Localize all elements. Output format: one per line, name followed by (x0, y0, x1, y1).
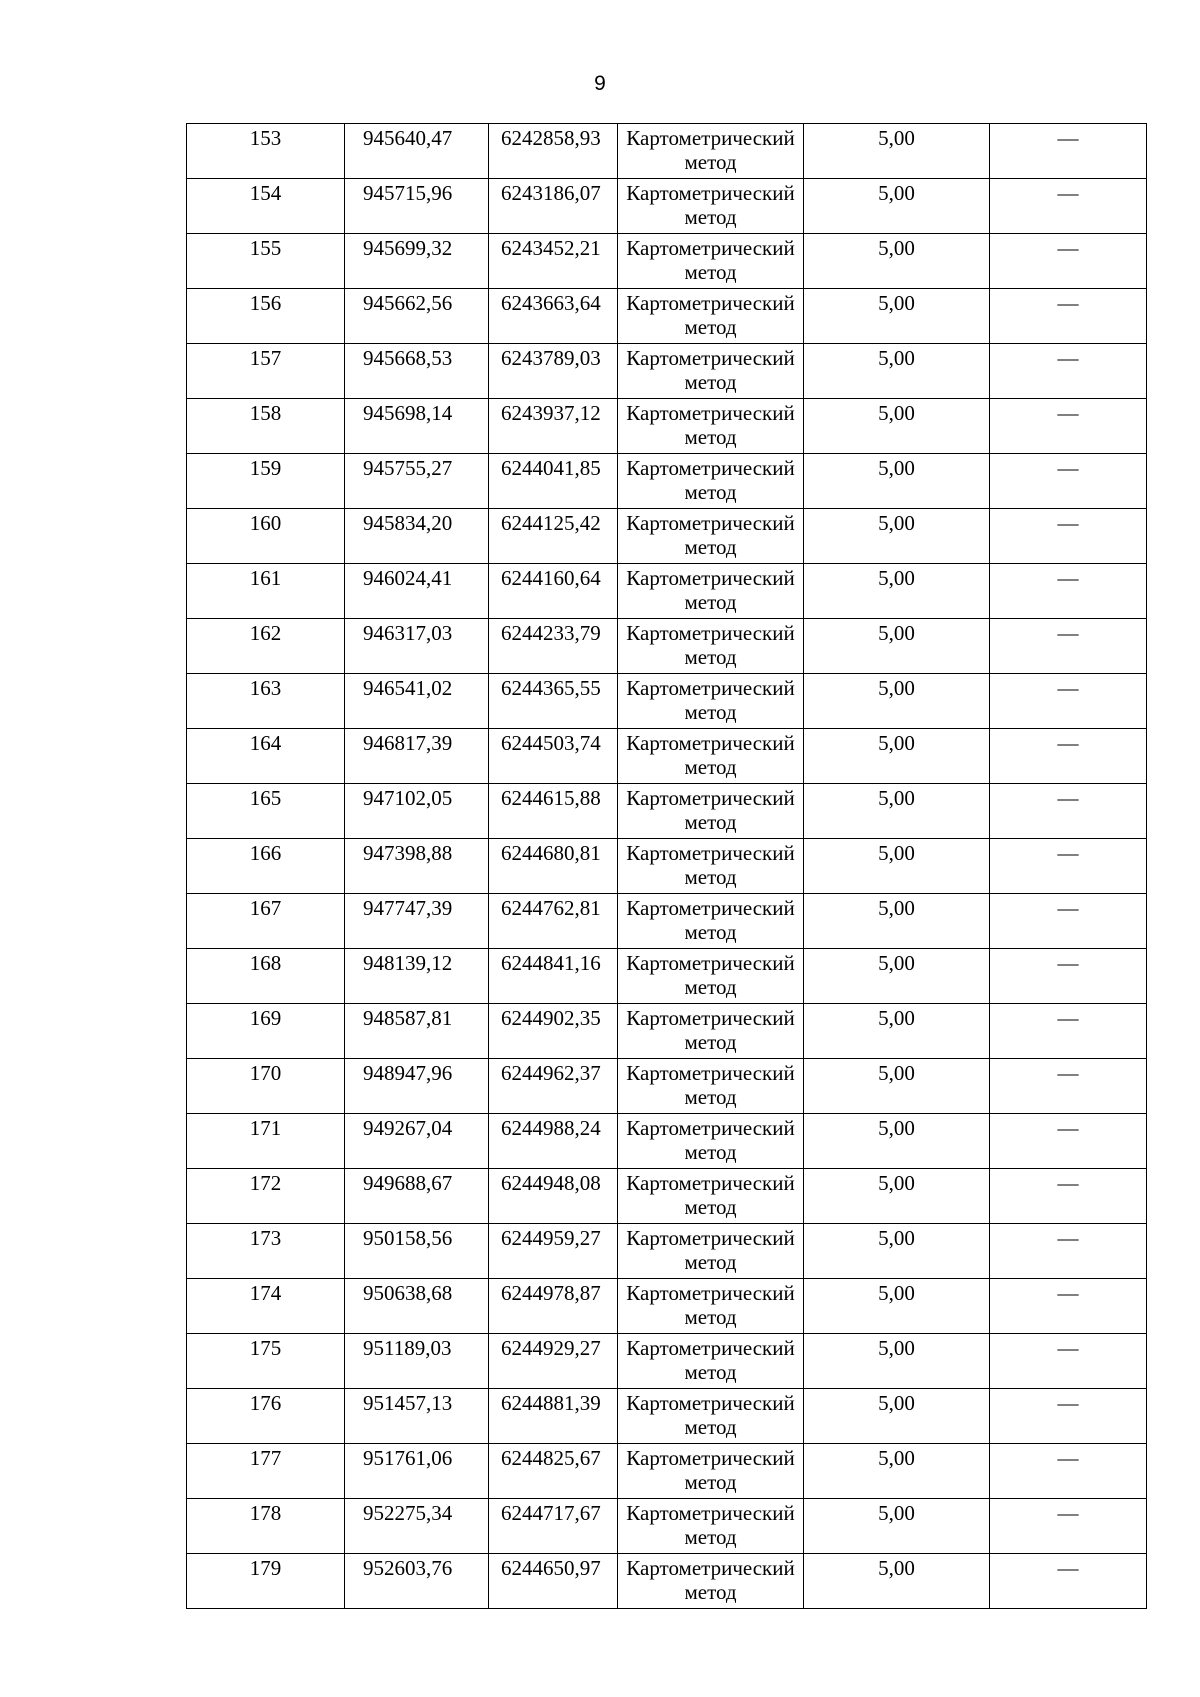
method-cell (618, 949, 804, 1004)
accuracy-cell: 5,00 (804, 1279, 990, 1334)
method-line-2: метод (684, 755, 737, 779)
dash-value: — (1057, 291, 1079, 315)
table-row (187, 1499, 1147, 1554)
point-number-cell: 168 (187, 949, 345, 1004)
method-line-2: метод (684, 810, 737, 834)
method-cell (618, 784, 804, 839)
dash-value: — (1057, 786, 1079, 810)
method-line-1: Картометрический (626, 731, 795, 755)
y-coordinate-cell: 6244650,97 (489, 1554, 618, 1609)
method-line-1: Картометрический (626, 951, 795, 975)
x-coordinate-cell: 950638,68 (345, 1279, 489, 1334)
table-row (187, 399, 1147, 454)
x-coordinate-cell: 951189,03 (345, 1334, 489, 1389)
method-cell (618, 234, 804, 289)
dash-cell (990, 1004, 1147, 1059)
dash-cell (990, 839, 1147, 894)
accuracy-cell: 5,00 (804, 509, 990, 564)
y-coordinate-cell: 6244041,85 (489, 454, 618, 509)
method-cell (618, 1389, 804, 1444)
dash-value: — (1057, 181, 1079, 205)
method-cell (618, 289, 804, 344)
accuracy-cell: 5,00 (804, 1554, 990, 1609)
method-cell (618, 674, 804, 729)
method-line-1: Картометрический (626, 181, 795, 205)
accuracy-cell: 5,00 (804, 124, 990, 179)
accuracy-cell: 5,00 (804, 289, 990, 344)
method-line-2: метод (684, 865, 737, 889)
method-line-1: Картометрический (626, 786, 795, 810)
x-coordinate-cell: 947102,05 (345, 784, 489, 839)
point-number-cell: 155 (187, 234, 345, 289)
y-coordinate-cell: 6244717,67 (489, 1499, 618, 1554)
table-row (187, 1169, 1147, 1224)
method-line-1: Картометрический (626, 566, 795, 590)
point-number-cell: 163 (187, 674, 345, 729)
y-coordinate-cell: 6243789,03 (489, 344, 618, 399)
method-line-2: метод (684, 590, 737, 614)
y-coordinate-cell: 6243452,21 (489, 234, 618, 289)
accuracy-cell: 5,00 (804, 894, 990, 949)
x-coordinate-cell: 945662,56 (345, 289, 489, 344)
method-line-2: метод (684, 645, 737, 669)
method-line-2: метод (684, 1525, 737, 1549)
table-row (187, 509, 1147, 564)
point-number-cell: 159 (187, 454, 345, 509)
dash-cell (990, 399, 1147, 454)
dash-cell (990, 234, 1147, 289)
method-line-2: метод (684, 1305, 737, 1329)
accuracy-cell: 5,00 (804, 1389, 990, 1444)
x-coordinate-cell: 945834,20 (345, 509, 489, 564)
x-coordinate-cell: 950158,56 (345, 1224, 489, 1279)
table-row (187, 1389, 1147, 1444)
dash-cell (990, 1499, 1147, 1554)
point-number-cell: 173 (187, 1224, 345, 1279)
accuracy-cell: 5,00 (804, 1224, 990, 1279)
y-coordinate-cell: 6244125,42 (489, 509, 618, 564)
coordinates-table-body (187, 124, 1147, 1609)
y-coordinate-cell: 6244160,64 (489, 564, 618, 619)
dash-value: — (1057, 621, 1079, 645)
dash-value: — (1057, 1006, 1079, 1030)
dash-cell (990, 1224, 1147, 1279)
dash-value: — (1057, 566, 1079, 590)
method-line-1: Картометрический (626, 1006, 795, 1030)
x-coordinate-cell: 947398,88 (345, 839, 489, 894)
table-row (187, 949, 1147, 1004)
point-number-cell: 176 (187, 1389, 345, 1444)
table-row (187, 179, 1147, 234)
accuracy-cell: 5,00 (804, 1059, 990, 1114)
method-line-2: метод (684, 260, 737, 284)
method-cell (618, 894, 804, 949)
x-coordinate-cell: 945668,53 (345, 344, 489, 399)
dash-cell (990, 509, 1147, 564)
method-cell (618, 1334, 804, 1389)
method-line-1: Картометрический (626, 1281, 795, 1305)
method-line-2: метод (684, 425, 737, 449)
table-row (187, 894, 1147, 949)
accuracy-cell: 5,00 (804, 454, 990, 509)
dash-value: — (1057, 456, 1079, 480)
table-row (187, 839, 1147, 894)
method-line-1: Картометрический (626, 511, 795, 535)
table-row (187, 1554, 1147, 1609)
method-line-2: метод (684, 370, 737, 394)
dash-value: — (1057, 1116, 1079, 1140)
accuracy-cell: 5,00 (804, 179, 990, 234)
y-coordinate-cell: 6243186,07 (489, 179, 618, 234)
dash-cell (990, 1334, 1147, 1389)
dash-cell (990, 454, 1147, 509)
point-number-cell: 177 (187, 1444, 345, 1499)
x-coordinate-cell: 945755,27 (345, 454, 489, 509)
point-number-cell: 171 (187, 1114, 345, 1169)
point-number-cell: 170 (187, 1059, 345, 1114)
method-line-2: метод (684, 315, 737, 339)
dash-value: — (1057, 126, 1079, 150)
dash-cell (990, 784, 1147, 839)
dash-value: — (1057, 896, 1079, 920)
accuracy-cell: 5,00 (804, 729, 990, 784)
dash-cell (990, 1444, 1147, 1499)
point-number-cell: 167 (187, 894, 345, 949)
y-coordinate-cell: 6244881,39 (489, 1389, 618, 1444)
accuracy-cell: 5,00 (804, 1114, 990, 1169)
dash-cell (990, 124, 1147, 179)
point-number-cell: 156 (187, 289, 345, 344)
dash-cell (990, 289, 1147, 344)
table-row (187, 454, 1147, 509)
method-cell (618, 1004, 804, 1059)
method-line-1: Картометрический (626, 1336, 795, 1360)
table-row (187, 564, 1147, 619)
dash-value: — (1057, 1171, 1079, 1195)
dash-value: — (1057, 511, 1079, 535)
dash-cell (990, 564, 1147, 619)
method-cell (618, 1059, 804, 1114)
method-cell (618, 564, 804, 619)
method-line-1: Картометрический (626, 1446, 795, 1470)
point-number-cell: 154 (187, 179, 345, 234)
dash-cell (990, 894, 1147, 949)
y-coordinate-cell: 6244825,67 (489, 1444, 618, 1499)
table-row (187, 1279, 1147, 1334)
method-cell (618, 1554, 804, 1609)
method-line-1: Картометрический (626, 1116, 795, 1140)
dash-value: — (1057, 731, 1079, 755)
method-line-1: Картометрический (626, 621, 795, 645)
dash-cell (990, 619, 1147, 674)
dash-cell (990, 729, 1147, 784)
method-line-1: Картометрический (626, 236, 795, 260)
y-coordinate-cell: 6244233,79 (489, 619, 618, 674)
method-cell (618, 619, 804, 674)
method-cell (618, 1499, 804, 1554)
y-coordinate-cell: 6243663,64 (489, 289, 618, 344)
y-coordinate-cell: 6244962,37 (489, 1059, 618, 1114)
accuracy-cell: 5,00 (804, 619, 990, 674)
table-row (187, 784, 1147, 839)
x-coordinate-cell: 948139,12 (345, 949, 489, 1004)
method-line-2: метод (684, 535, 737, 559)
dash-value: — (1057, 1281, 1079, 1305)
x-coordinate-cell: 946317,03 (345, 619, 489, 674)
dash-cell (990, 1554, 1147, 1609)
accuracy-cell: 5,00 (804, 949, 990, 1004)
method-cell (618, 399, 804, 454)
table-row (187, 1334, 1147, 1389)
dash-cell (990, 179, 1147, 234)
method-line-1: Картометрический (626, 676, 795, 700)
table-row (187, 1444, 1147, 1499)
method-line-2: метод (684, 480, 737, 504)
coordinates-table (186, 123, 1147, 1609)
dash-value: — (1057, 1446, 1079, 1470)
y-coordinate-cell: 6243937,12 (489, 399, 618, 454)
table-row (187, 674, 1147, 729)
x-coordinate-cell: 952275,34 (345, 1499, 489, 1554)
y-coordinate-cell: 6244978,87 (489, 1279, 618, 1334)
method-line-2: метод (684, 1085, 737, 1109)
method-line-1: Картометрический (626, 401, 795, 425)
y-coordinate-cell: 6244365,55 (489, 674, 618, 729)
method-cell (618, 179, 804, 234)
point-number-cell: 178 (187, 1499, 345, 1554)
x-coordinate-cell: 949688,67 (345, 1169, 489, 1224)
point-number-cell: 158 (187, 399, 345, 454)
table-row (187, 1004, 1147, 1059)
dash-value: — (1057, 1556, 1079, 1580)
x-coordinate-cell: 946024,41 (345, 564, 489, 619)
page-number: 9 (594, 72, 606, 95)
method-line-2: метод (684, 975, 737, 999)
method-cell (618, 454, 804, 509)
accuracy-cell: 5,00 (804, 1334, 990, 1389)
method-line-1: Картометрический (626, 1501, 795, 1525)
point-number-cell: 169 (187, 1004, 345, 1059)
method-line-1: Картометрический (626, 346, 795, 370)
dash-cell (990, 674, 1147, 729)
x-coordinate-cell: 948947,96 (345, 1059, 489, 1114)
method-cell (618, 344, 804, 399)
method-cell (618, 1114, 804, 1169)
method-cell (618, 1169, 804, 1224)
point-number-cell: 172 (187, 1169, 345, 1224)
y-coordinate-cell: 6244762,81 (489, 894, 618, 949)
dash-cell (990, 949, 1147, 1004)
x-coordinate-cell: 951457,13 (345, 1389, 489, 1444)
point-number-cell: 161 (187, 564, 345, 619)
accuracy-cell: 5,00 (804, 784, 990, 839)
accuracy-cell: 5,00 (804, 344, 990, 399)
method-line-2: метод (684, 920, 737, 944)
x-coordinate-cell: 951761,06 (345, 1444, 489, 1499)
point-number-cell: 164 (187, 729, 345, 784)
y-coordinate-cell: 6244503,74 (489, 729, 618, 784)
accuracy-cell: 5,00 (804, 399, 990, 454)
dash-value: — (1057, 676, 1079, 700)
dash-cell (990, 1279, 1147, 1334)
point-number-cell: 157 (187, 344, 345, 399)
method-line-1: Картометрический (626, 1226, 795, 1250)
y-coordinate-cell: 6244680,81 (489, 839, 618, 894)
x-coordinate-cell: 945715,96 (345, 179, 489, 234)
x-coordinate-cell: 949267,04 (345, 1114, 489, 1169)
table-row (187, 344, 1147, 399)
x-coordinate-cell: 945640,47 (345, 124, 489, 179)
dash-value: — (1057, 951, 1079, 975)
method-line-1: Картометрический (626, 1391, 795, 1415)
x-coordinate-cell: 948587,81 (345, 1004, 489, 1059)
method-line-1: Картометрический (626, 896, 795, 920)
point-number-cell: 162 (187, 619, 345, 674)
point-number-cell: 165 (187, 784, 345, 839)
accuracy-cell: 5,00 (804, 674, 990, 729)
dash-value: — (1057, 1336, 1079, 1360)
method-line-2: метод (684, 1580, 737, 1604)
method-line-2: метод (684, 1250, 737, 1274)
dash-value: — (1057, 1061, 1079, 1085)
point-number-cell: 175 (187, 1334, 345, 1389)
x-coordinate-cell: 947747,39 (345, 894, 489, 949)
x-coordinate-cell: 946541,02 (345, 674, 489, 729)
accuracy-cell: 5,00 (804, 564, 990, 619)
method-line-2: метод (684, 150, 737, 174)
table-row (187, 1114, 1147, 1169)
method-line-1: Картометрический (626, 1061, 795, 1085)
point-number-cell: 166 (187, 839, 345, 894)
method-line-2: метод (684, 1140, 737, 1164)
dash-value: — (1057, 841, 1079, 865)
accuracy-cell: 5,00 (804, 839, 990, 894)
point-number-cell: 160 (187, 509, 345, 564)
method-line-1: Картометрический (626, 841, 795, 865)
dash-cell (990, 1389, 1147, 1444)
dash-cell (990, 1114, 1147, 1169)
method-cell (618, 729, 804, 784)
point-number-cell: 179 (187, 1554, 345, 1609)
y-coordinate-cell: 6242858,93 (489, 124, 618, 179)
table-row (187, 289, 1147, 344)
accuracy-cell: 5,00 (804, 1499, 990, 1554)
x-coordinate-cell: 946817,39 (345, 729, 489, 784)
table-row (187, 234, 1147, 289)
method-line-2: метод (684, 1415, 737, 1439)
accuracy-cell: 5,00 (804, 234, 990, 289)
y-coordinate-cell: 6244929,27 (489, 1334, 618, 1389)
method-line-2: метод (684, 700, 737, 724)
table-row (187, 1059, 1147, 1114)
y-coordinate-cell: 6244988,24 (489, 1114, 618, 1169)
method-line-1: Картометрический (626, 291, 795, 315)
table-row (187, 619, 1147, 674)
method-line-1: Картометрический (626, 456, 795, 480)
method-cell (618, 1444, 804, 1499)
method-cell (618, 124, 804, 179)
accuracy-cell: 5,00 (804, 1004, 990, 1059)
method-line-2: метод (684, 1360, 737, 1384)
y-coordinate-cell: 6244959,27 (489, 1224, 618, 1279)
dash-value: — (1057, 1391, 1079, 1415)
dash-value: — (1057, 1501, 1079, 1525)
dash-cell (990, 344, 1147, 399)
table-row (187, 1224, 1147, 1279)
y-coordinate-cell: 6244948,08 (489, 1169, 618, 1224)
dash-value: — (1057, 346, 1079, 370)
method-line-1: Картометрический (626, 1171, 795, 1195)
method-cell (618, 1224, 804, 1279)
y-coordinate-cell: 6244902,35 (489, 1004, 618, 1059)
method-line-1: Картометрический (626, 126, 795, 150)
method-line-2: метод (684, 1030, 737, 1054)
dash-cell (990, 1059, 1147, 1114)
method-line-2: метод (684, 205, 737, 229)
method-line-2: метод (684, 1195, 737, 1219)
dash-value: — (1057, 1226, 1079, 1250)
y-coordinate-cell: 6244615,88 (489, 784, 618, 839)
method-line-1: Картометрический (626, 1556, 795, 1580)
dash-value: — (1057, 236, 1079, 260)
accuracy-cell: 5,00 (804, 1169, 990, 1224)
x-coordinate-cell: 945699,32 (345, 234, 489, 289)
table-row (187, 729, 1147, 784)
dash-cell (990, 1169, 1147, 1224)
method-line-2: метод (684, 1470, 737, 1494)
point-number-cell: 153 (187, 124, 345, 179)
dash-value: — (1057, 401, 1079, 425)
x-coordinate-cell: 952603,76 (345, 1554, 489, 1609)
y-coordinate-cell: 6244841,16 (489, 949, 618, 1004)
table-row (187, 124, 1147, 179)
accuracy-cell: 5,00 (804, 1444, 990, 1499)
method-cell (618, 1279, 804, 1334)
x-coordinate-cell: 945698,14 (345, 399, 489, 454)
method-cell (618, 509, 804, 564)
method-cell (618, 839, 804, 894)
point-number-cell: 174 (187, 1279, 345, 1334)
